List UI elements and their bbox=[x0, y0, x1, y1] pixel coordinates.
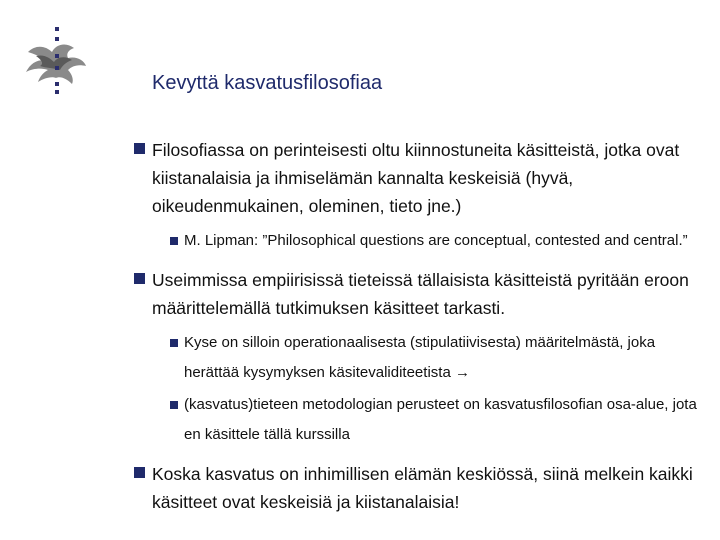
square-bullet-icon bbox=[134, 143, 145, 154]
bullet-item bbox=[130, 266, 705, 322]
sub-bullet-text: M. Lipman: ”Philosophical questions are conceptual, contested and central.” bbox=[184, 232, 688, 249]
university-helsinki-crest-icon bbox=[22, 26, 88, 96]
square-bullet-icon bbox=[170, 339, 178, 347]
bullet-text: Useimmissa empiirisissä tieteissä tällaisista käsitteistä pyritään eroon määrittelemällä tutkimuksen käsitteet tarkasti. bbox=[152, 270, 689, 318]
sub-bullet-item bbox=[130, 390, 705, 450]
square-bullet-icon bbox=[170, 237, 178, 245]
slide-title: Kevyttä kasvatusfilosofiaa bbox=[152, 72, 383, 94]
sub-bullet-text: (kasvatus)tieteen metodologian perusteet on kasvatusfilosofian osa-alue, jota en käsittele tällä kurssilla bbox=[184, 396, 697, 443]
slide-content bbox=[130, 136, 705, 522]
square-bullet-icon bbox=[134, 467, 145, 478]
square-bullet-icon bbox=[134, 273, 145, 284]
bullet-item bbox=[130, 136, 705, 220]
sub-bullet-item bbox=[130, 328, 705, 388]
bullet-text: Koska kasvatus on inhimillisen elämän keskiössä, siinä melkein kaikki käsitteet ovat keskeisiä ja kiistanalaisia! bbox=[152, 464, 693, 512]
sub-bullet-text: Kyse on silloin operationaalisesta (stipulatiivisesta) määritelmästä, joka herättää kysymyksen käsitevaliditeetista → bbox=[184, 334, 656, 381]
square-bullet-icon bbox=[170, 401, 178, 409]
bullet-item bbox=[130, 460, 705, 516]
bullet-text: Filosofiassa on perinteisesti oltu kiinnostuneita käsitteistä, jotka ovat kiistanalaisia ja ihmiselämän kannalta keskeisiä (hyvä, oikeudenmukainen, oleminen, tieto jne.) bbox=[152, 140, 680, 216]
sub-bullet-item bbox=[130, 226, 705, 256]
